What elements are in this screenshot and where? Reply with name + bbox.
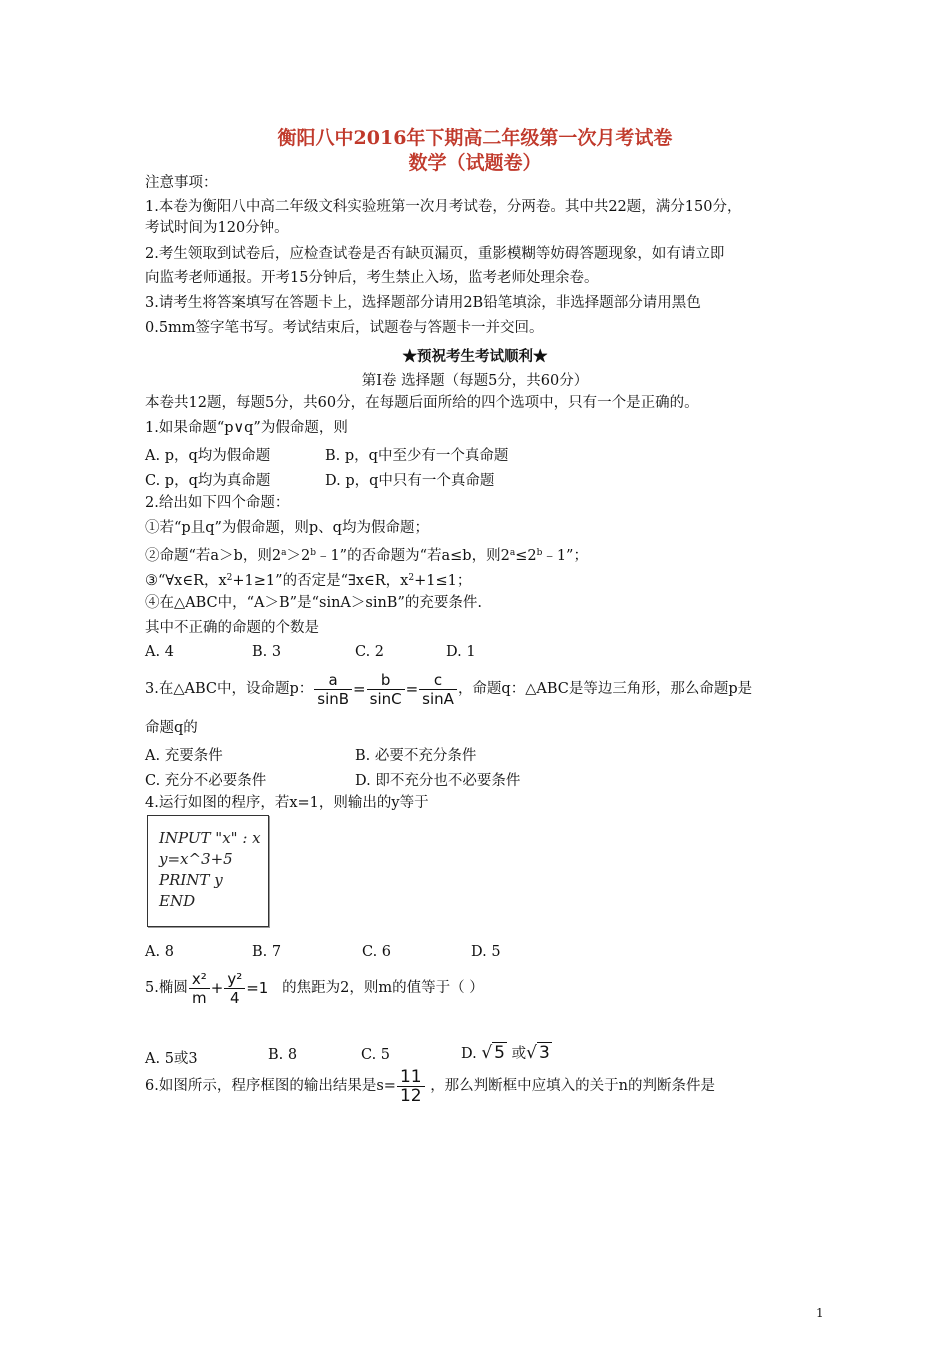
note-3a: 3.请考生将答案填写在答题卡上，选择题部分请用2B铅笔填涂，非选择题部分请用黑色 (145, 295, 701, 311)
q5-option-c: C. 5 (361, 1047, 391, 1063)
q6-fraction: $\frac{11}{12}$ (397, 1068, 425, 1105)
code-line-end: END (159, 892, 196, 910)
q1-option-d: D. p，q中只有一个真命题 (325, 473, 495, 489)
q2-option-c: C. 2 (355, 644, 385, 660)
note-1a: 1.本卷为衡阳八中高二年级文科实验班第一次月考试卷，分两卷。其中共22题，满分150分， (145, 199, 742, 215)
code-line-assign: y=x^3+5 (159, 850, 233, 868)
section-intro: 本卷共12题，每题5分，共60分，在每题后面所给的四个选项中，只有一个是正确的。 (145, 395, 699, 411)
q1-option-a: A. p，q均为假命题 (145, 448, 271, 464)
sqrt-five: √ 5 (481, 1043, 505, 1063)
section-title: 第Ⅰ卷 选择题（每题5分，共60分） (361, 373, 589, 389)
q5-fraction-y: $\frac{\text{y²}}{4}$ (224, 970, 245, 1007)
q2-option-b: B. 3 (252, 644, 282, 660)
q6-stem: 6.如图所示，程序框图的输出结果是s= $\frac{11}{12}$ ，那么判断框中应填入的关于n的判断条件是 (145, 1066, 716, 1106)
q3-option-b: B. 必要不充分条件 (355, 748, 477, 764)
q4-option-a: A. 8 (145, 944, 174, 960)
page-number: 1 (816, 1306, 824, 1320)
q5-fraction-x: $\frac{\text{x²}}{m}$ (189, 970, 210, 1007)
q2-stem: 2.给出如下四个命题： (145, 495, 290, 511)
q5-option-a: A. 5或3 (145, 1051, 198, 1067)
note-2b: 向监考老师通报。开考15分钟后，考生禁止入场，监考老师处理余卷。 (145, 270, 599, 286)
q2-statement-3: ③“∀x∈R，$x^2+1\ge 1$”的否定是“∃x∈R，$x^2+1\le 1$； (145, 573, 472, 589)
good-luck-banner: ★预祝考生考试顺利★ (402, 348, 548, 365)
q4-stem: 4.运行如图的程序，若x=1，则输出的y等于 (145, 795, 429, 811)
exam-subtitle: 数学（试题卷） (408, 152, 542, 174)
q2-option-a: A. 4 (145, 644, 174, 660)
note-3b: 0.5mm签字笔书写。考试结束后，试题卷与答题卡一并交回。 (145, 320, 544, 336)
q3-option-c: C. 充分不必要条件 (145, 773, 267, 789)
q2-question: 其中不正确的命题的个数是 (145, 620, 319, 636)
exam-title: 衡阳八中2016年下期高二年级第一次月考试卷 (277, 127, 673, 149)
q5-option-d: D. √ 5 或√ 3 (461, 1043, 550, 1063)
q1-stem: 1.如果命题“p∨q”为假命题，则 (145, 420, 348, 436)
q5-option-b: B. 8 (268, 1047, 298, 1063)
q1-option-c: C. p，q均为真命题 (145, 473, 271, 489)
q2-statement-1: ①若“p且q”为假命题，则p、q均为假命题； (145, 520, 429, 536)
program-code-box (147, 815, 269, 927)
q4-option-b: B. 7 (252, 944, 282, 960)
q3-stem-continued: 命题q的 (145, 720, 198, 736)
note-2a: 2.考生领取到试卷后，应检查试卷是否有缺页漏页，重影模糊等妨碍答题现象，如有请立即 (145, 246, 725, 262)
q3-fraction-a: $\frac{a}{\sin B}$ (314, 671, 352, 708)
q5-stem: 5.椭圆 $\frac{\text{x²}}{m}$ + $\frac{\text{y²}}{4}$ =1 的焦距为2，则m的值等于（ ） (145, 969, 484, 1007)
q3-option-a: A. 充要条件 (145, 748, 223, 764)
q3-option-d: D. 即不充分也不必要条件 (355, 773, 521, 789)
q1-option-b: B. p，q中至少有一个真命题 (325, 448, 509, 464)
q4-option-c: C. 6 (362, 944, 392, 960)
code-line-input: INPUT "x" : x (159, 829, 261, 847)
q2-option-d: D. 1 (446, 644, 476, 660)
code-line-print: PRINT y (159, 871, 223, 889)
q3-fraction-c: $\frac{c}{\sin A}$ (419, 671, 457, 708)
notes-heading: 注意事项： (145, 175, 218, 191)
q3-fraction-b: $\frac{b}{\sin C}$ (367, 671, 405, 708)
q2-statement-4: ④在△ABC中，“A＞B”是“sinA＞sinB”的充要条件. (145, 595, 482, 611)
q4-option-d: D. 5 (471, 944, 501, 960)
q3-stem: 3.在△ABC中，设命题p： $\frac{a}{\sin B}$ = $\frac{b}{\sin C}$ = $\frac{c}{\sin A}$ ，命题q：△ABC是等边三角形，那么命题p是 (145, 670, 753, 708)
note-1b: 考试时间为120分钟。 (145, 220, 289, 236)
sqrt-three: √ 3 (526, 1043, 550, 1063)
q2-statement-2: ②命题“若a＞b，则$2^a>2^b﹣1$”的否命题为“若a≤b，则$2^a\le 2^b﹣1$”； (145, 548, 588, 564)
